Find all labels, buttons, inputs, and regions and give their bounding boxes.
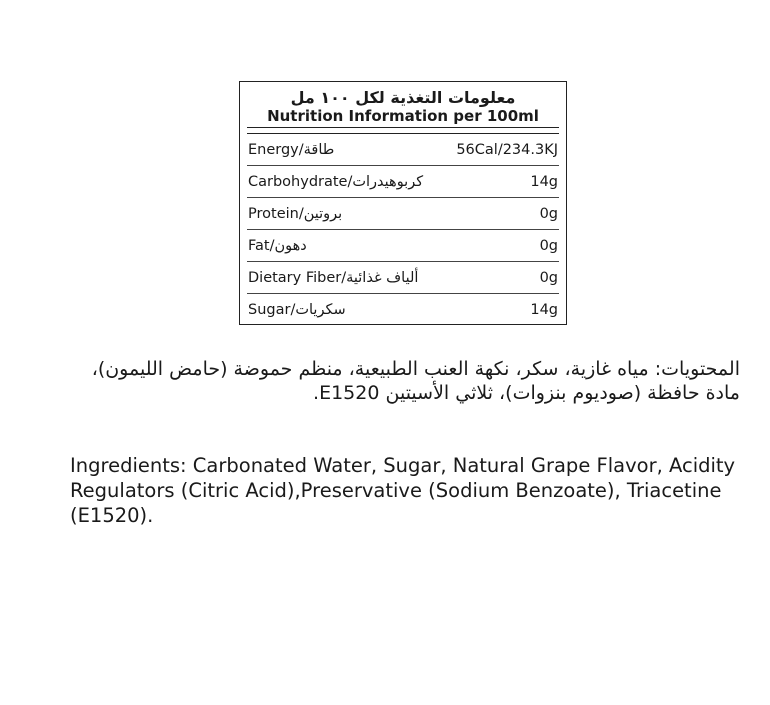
nutrition-row-energy	[247, 134, 559, 166]
nutrient-label-ar: طاقة	[303, 141, 335, 158]
nutrition-table	[239, 81, 567, 325]
nutrient-label	[248, 238, 307, 254]
nutrient-value: 0g	[539, 237, 558, 254]
nutrient-label-en: Fat/	[248, 237, 275, 254]
nutrient-label-ar: ألياف غذائية	[346, 269, 419, 286]
ingredients-arabic: المحتويات: مياه غازية، سكر، نكهة العنب الطبيعية، منظم حموضة (حامض الليمون)، مادة حافظة (صوديوم بنزوات)، ثلاثي الأسيتين E1520.	[91, 358, 740, 404]
nutrient-label-ar: سكريات	[295, 302, 346, 318]
nutrient-label-en: Energy/	[248, 141, 304, 158]
nutrient-label-ar: بروتين	[303, 205, 343, 222]
nutrition-row-dietary-fiber	[247, 262, 559, 294]
nutrient-label	[248, 206, 342, 222]
nutrition-row-sugar	[247, 294, 559, 326]
nutrient-value: 0g	[539, 205, 558, 222]
nutrient-label-en: Sugar/	[248, 302, 296, 318]
nutrient-label-ar: كربوهيدرات	[352, 173, 424, 190]
nutrient-label-ar: دهون	[274, 237, 307, 254]
nutrition-row-protein	[247, 198, 559, 230]
nutrient-label	[248, 174, 423, 190]
nutrition-title-arabic: معلومات التغذية لكل ١٠٠ مل	[290, 88, 516, 107]
nutrition-row-carbohydrate	[247, 166, 559, 198]
nutrient-value: 56Cal/234.3KJ	[456, 141, 558, 158]
nutrient-label	[248, 142, 334, 158]
nutrient-value: 0g	[539, 269, 558, 286]
nutrition-row-fat	[247, 230, 559, 262]
nutrition-table-header	[247, 82, 559, 128]
nutrient-label-en: Dietary Fiber/	[248, 269, 347, 286]
nutrient-label-en: Protein/	[248, 205, 304, 222]
nutrient-value: 14g	[530, 302, 558, 318]
nutrient-label	[248, 270, 418, 286]
ingredients-english: Ingredients: Carbonated Water, Sugar, Natural Grape Flavor, Acidity Regulators (Citric Acid),Preservative (Sodium Benzoate), Triacetine (E1520).	[70, 454, 736, 527]
nutrient-label	[248, 302, 346, 318]
nutrient-label-en: Carbohydrate/	[248, 173, 353, 190]
nutrition-title-english: Nutrition Information per 100ml	[267, 107, 539, 125]
nutrient-value: 14g	[530, 173, 558, 190]
